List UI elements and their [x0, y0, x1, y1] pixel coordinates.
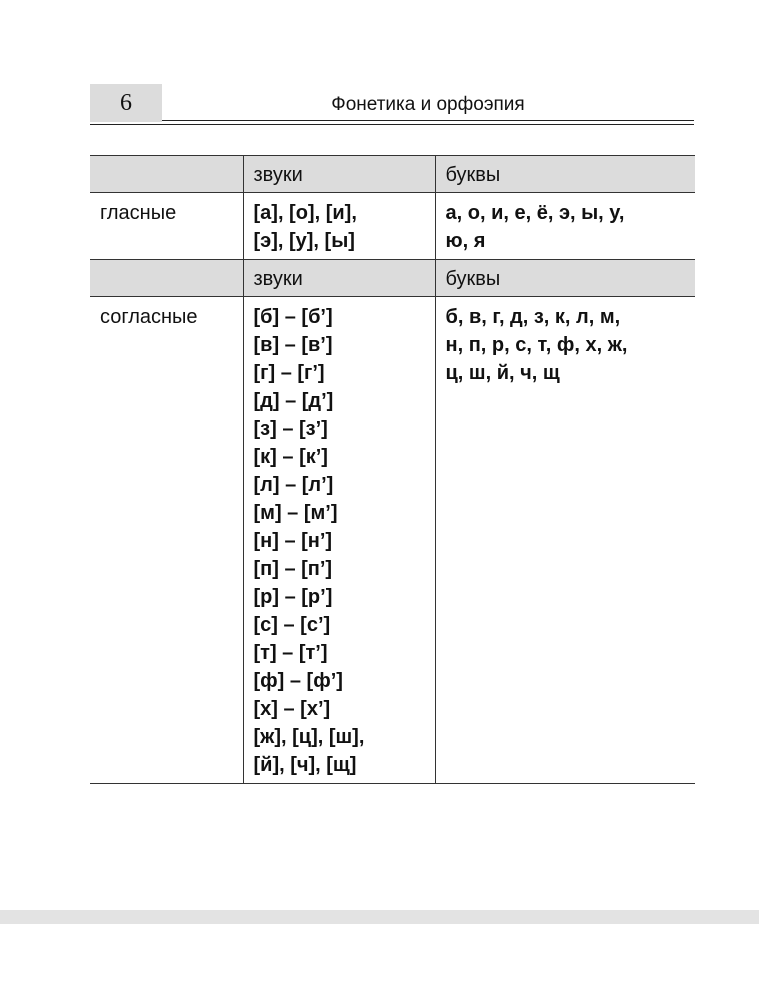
vowel-sounds-line: [э], [у], [ы]	[253, 230, 355, 252]
phonetics-table	[90, 155, 695, 784]
consonant-sound-pair: [з] – [з’]	[253, 418, 328, 440]
vowels-label: гласные	[90, 193, 243, 260]
consonant-letters-cell	[435, 297, 695, 784]
vowel-sounds-cell	[243, 193, 435, 260]
consonant-sound-pair: [п] – [п’]	[253, 558, 333, 580]
consonant-sound-pair: [н] – [н’]	[253, 530, 333, 552]
sounds-header: звуки	[243, 156, 435, 193]
consonant-sound-pair: [х] – [х’]	[253, 698, 331, 720]
header-empty-cell	[90, 156, 243, 193]
consonant-sound-pair: [ф] – [ф’]	[253, 670, 343, 692]
vowels-header-row	[90, 156, 695, 193]
vowel-letters-line: а, о, и, е, ё, э, ы, у,	[445, 202, 625, 224]
vowels-row	[90, 193, 695, 260]
letters-header: буквы	[435, 156, 695, 193]
header-rule	[90, 124, 694, 125]
consonant-sound-pair: [с] – [с’]	[253, 614, 331, 636]
consonant-sound-pair: [б] – [б’]	[253, 306, 333, 328]
consonant-sound-line: [й], [ч], [щ]	[253, 754, 357, 776]
consonant-sounds-cell	[243, 297, 435, 784]
running-title: Фонетика и орфоэпия	[331, 94, 525, 115]
consonants-header-row	[90, 260, 695, 297]
consonant-letters-line: б, в, г, д, з, к, л, м,	[445, 306, 621, 328]
consonant-letters-line: ц, ш, й, ч, щ	[445, 362, 560, 384]
header-rule	[162, 120, 694, 121]
header-empty-cell	[90, 260, 243, 297]
consonant-sound-pair: [л] – [л’]	[253, 474, 334, 496]
running-header	[90, 84, 694, 122]
consonant-sound-pair: [д] – [д’]	[253, 390, 334, 412]
consonants-label: согласные	[90, 297, 243, 784]
page-number: 6	[90, 84, 162, 122]
vowel-letters-cell	[435, 193, 695, 260]
letters-header: буквы	[435, 260, 695, 297]
consonant-sound-pair: [т] – [т’]	[253, 642, 328, 664]
vowel-letters-line: ю, я	[445, 230, 486, 252]
footer-band	[0, 910, 759, 924]
consonant-sound-pair: [к] – [к’]	[253, 446, 328, 468]
sounds-header: звуки	[243, 260, 435, 297]
vowel-sounds-line: [а], [о], [и],	[253, 202, 357, 224]
consonant-sound-pair: [в] – [в’]	[253, 334, 333, 356]
consonant-sound-pair: [г] – [г’]	[253, 362, 325, 384]
consonants-row	[90, 297, 695, 784]
consonant-sound-pair: [м] – [м’]	[253, 502, 338, 524]
consonant-letters-line: н, п, р, с, т, ф, х, ж,	[445, 334, 628, 356]
consonant-sound-line: [ж], [ц], [ш],	[253, 726, 365, 748]
consonant-sound-pair: [р] – [р’]	[253, 586, 333, 608]
